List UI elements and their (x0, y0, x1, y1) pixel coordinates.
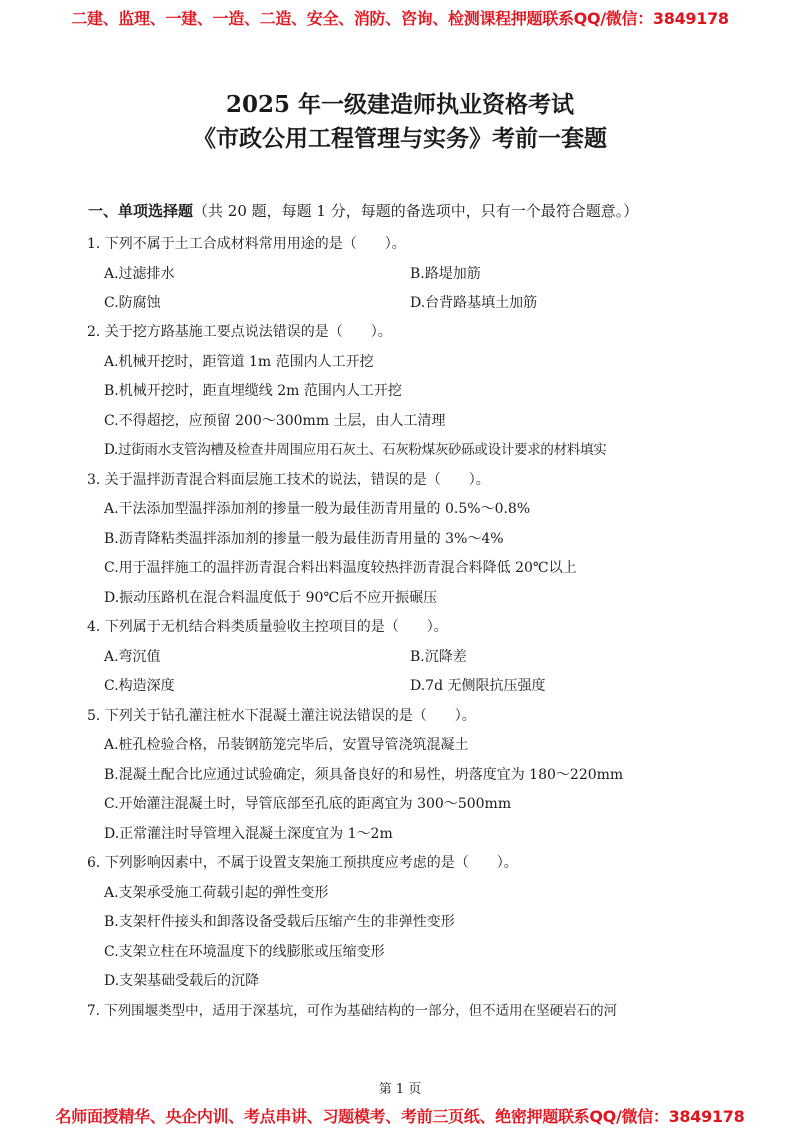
option-a: A.桩孔检验合格，吊装钢筋笼完毕后，安置导管浇筑混凝土 (104, 737, 469, 753)
option-c: C.用于温拌施工的温拌沥青混合料出料温度较热拌沥青混合料降低 20℃以上 (104, 560, 577, 576)
option-c: C.支架立柱在环境温度下的线膨胀或压缩变形 (104, 944, 385, 960)
exam-title-line-1: 2025 年一级建造师执业资格考试 (225, 91, 575, 118)
question-stem: 1. 下列不属于土工合成材料常用用途的是（ ）。 (87, 236, 406, 252)
page-number: 第 1 页 (378, 1082, 422, 1097)
question-stem: 3. 关于温拌沥青混合料面层施工技术的说法，错误的是（ ）。 (87, 472, 490, 488)
bottom-promo-banner: 名师面授精华、央企内训、考点串讲、习题模考、考前三页纸、绝密押题联系QQ/微信：3849178 (55, 1107, 745, 1126)
question-stem: 4. 下列属于无机结合料类质量验收主控项目的是（ ）。 (87, 619, 448, 635)
option-d: D.过街雨水支管沟槽及检查井周围应用石灰土、石灰粉煤灰砂砾或设计要求的材料填实 (104, 442, 607, 458)
option-c: C.防腐蚀 (104, 295, 161, 311)
question-stem: 5. 下列关于钻孔灌注桩水下混凝土灌注说法错误的是（ ）。 (87, 708, 476, 724)
section-title: 一、单项选择题 (88, 202, 194, 220)
question-stem: 6. 下列影响因素中，不属于设置支架施工预拱度应考虑的是（ ）。 (87, 855, 518, 871)
question-stem: 7. 下列围堰类型中，适用于深基坑，可作为基础结构的一部分，但不适用在坚硬岩石的河 (87, 1003, 618, 1019)
option-d: D.支架基础受载后的沉降 (104, 973, 260, 989)
option-a: A.机械开挖时，距管道 1m 范围内人工开挖 (104, 354, 374, 370)
section-heading (88, 200, 638, 221)
option-b: B.路堤加筋 (410, 266, 481, 282)
option-d: D.台背路基填土加筋 (410, 295, 538, 311)
option-a: A.支架承受施工荷载引起的弹性变形 (104, 885, 329, 901)
option-a: A.过滤排水 (104, 266, 175, 282)
exam-title-line-2: 《市政公用工程管理与实务》考前一套题 (193, 125, 607, 152)
option-b: B.机械开挖时，距直埋缆线 2m 范围内人工开挖 (104, 383, 402, 399)
option-d: D.振动压路机在混合料温度低于 90℃后不应开振碾压 (104, 590, 438, 606)
question-stem: 2. 关于挖方路基施工要点说法错误的是（ ）。 (87, 324, 392, 340)
option-b: B.沥青降粘类温拌添加剂的掺量一般为最佳沥青用量的 3%～4% (104, 531, 504, 547)
section-note: （共 20 题，每题 1 分，每题的备选项中，只有一个最符合题意。） (193, 202, 639, 220)
option-b: B.沉降差 (410, 649, 467, 665)
option-b: B.混凝土配合比应通过试验确定，须具备良好的和易性，坍落度宜为 180～220mm (104, 767, 624, 783)
option-a: A.弯沉值 (104, 649, 161, 665)
option-c: C.构造深度 (104, 678, 175, 694)
option-d: D.正常灌注时导管埋入混凝土深度宜为 1～2m (104, 826, 393, 842)
option-d: D.7d 无侧限抗压强度 (410, 678, 546, 694)
top-promo-banner: 二建、监理、一建、一造、二造、安全、消防、咨询、检测课程押题联系QQ/微信：3849178 (71, 9, 729, 28)
option-c: C.开始灌注混凝土时，导管底部至孔底的距离宜为 300～500mm (104, 796, 512, 812)
option-c: C.不得超挖，应预留 200～300mm 土层，由人工清理 (104, 413, 446, 429)
option-b: B.支架杆件接头和卸落设备受载后压缩产生的非弹性变形 (104, 914, 455, 930)
option-a: A.干法添加型温拌添加剂的掺量一般为最佳沥青用量的 0.5%～0.8% (104, 501, 531, 517)
